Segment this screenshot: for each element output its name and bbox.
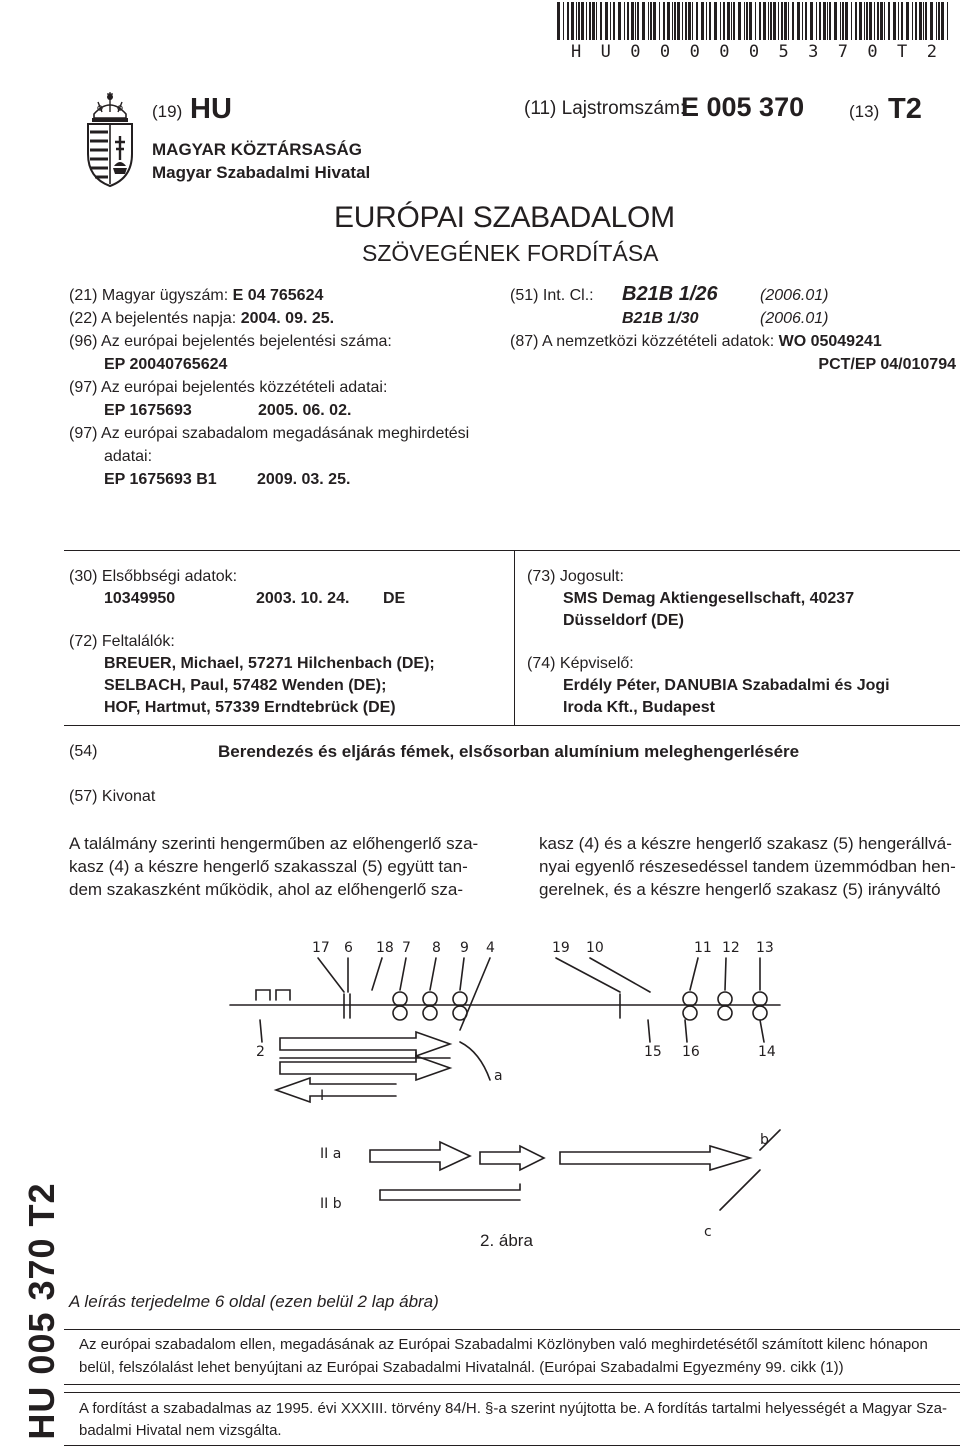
kind-code: (13) bbox=[849, 102, 880, 121]
barcode-bar bbox=[755, 2, 756, 40]
barcode-bar bbox=[648, 2, 649, 40]
field-30-country: DE bbox=[383, 590, 406, 607]
abstract-label: (57) Kivonat bbox=[69, 788, 156, 805]
barcode-bar bbox=[581, 2, 584, 40]
barcode-bar bbox=[727, 2, 730, 40]
barcode-bar bbox=[653, 2, 656, 40]
field-97b-value1: EP 1675693 B1 bbox=[104, 471, 217, 488]
owner-line-1: SMS Demag Aktiengesellschaft, 40237 bbox=[563, 590, 855, 607]
barcode-bar bbox=[805, 2, 807, 40]
country: HU bbox=[190, 93, 232, 125]
barcode-bar bbox=[586, 2, 587, 40]
figure-roman-label: II a bbox=[320, 1146, 342, 1162]
barcode bbox=[553, 2, 955, 40]
barcode-char: 3 bbox=[808, 42, 819, 62]
figure-ref-label: 18 bbox=[376, 940, 394, 956]
barcode-bar bbox=[866, 2, 868, 40]
barcode-bar bbox=[770, 2, 772, 40]
barcode-bar bbox=[816, 2, 817, 40]
barcode-bar bbox=[855, 2, 857, 40]
barcode-bar bbox=[709, 2, 711, 40]
barcode-bar bbox=[877, 2, 879, 40]
barcode-bar bbox=[893, 2, 896, 40]
barcode-bar bbox=[696, 2, 698, 40]
box-divider bbox=[514, 550, 515, 726]
barcode-char: 0 bbox=[719, 42, 730, 62]
barcode-bar bbox=[714, 2, 717, 40]
barcode-char: H bbox=[571, 42, 582, 62]
barcode-bar bbox=[692, 2, 693, 40]
field-22: (22) A bejelentés napja: 2004. 09. 25. bbox=[69, 310, 335, 327]
barcode-bar bbox=[936, 2, 937, 40]
figure-ref-label: 12 bbox=[722, 940, 740, 956]
barcode-char: 5 bbox=[778, 42, 789, 62]
abstract-left-2: kasz (4) a készre hengerlő szakasszal (5) együtt tan- bbox=[69, 857, 468, 876]
figure-ref-label: 11 bbox=[694, 940, 712, 956]
barcode-bar bbox=[810, 2, 813, 40]
field-73-label: (73) Jogosult: bbox=[527, 568, 624, 585]
barcode-bar bbox=[829, 2, 831, 40]
registration-number: E 005 370 bbox=[681, 92, 805, 122]
figure-ref-label: 15 bbox=[644, 1044, 662, 1060]
barcode-char: T bbox=[897, 42, 908, 62]
barcode-bar bbox=[768, 2, 769, 40]
invention-title: Berendezés és eljárás fémek, elsősorban alumínium meleghengerlésére bbox=[218, 742, 800, 761]
barcode-bar bbox=[578, 2, 580, 40]
barcode-char: U bbox=[600, 42, 611, 62]
figure-ref-label: 6 bbox=[344, 940, 353, 956]
figure-ref-label: 7 bbox=[402, 940, 411, 956]
barcode-char: 0 bbox=[659, 42, 671, 62]
field-72-label: (72) Feltalálók: bbox=[69, 633, 175, 650]
barcode-bar bbox=[701, 2, 704, 40]
barcode-bar bbox=[731, 2, 732, 40]
barcode-bar bbox=[880, 2, 883, 40]
side-document-number: HU 005 370 T2 bbox=[21, 1182, 62, 1440]
barcode-bar bbox=[672, 2, 673, 40]
barcode-bar bbox=[567, 2, 569, 40]
field-87: (87) A nemzetközi közzétételi adatok: WO 05049241 bbox=[510, 333, 882, 350]
barcode-bar bbox=[759, 2, 761, 40]
barcode-bar bbox=[869, 2, 872, 40]
barcode-bar bbox=[842, 2, 844, 40]
figure-ref-label: 2 bbox=[256, 1044, 265, 1060]
barcode-bar bbox=[823, 2, 826, 40]
barcode-bar bbox=[930, 2, 933, 40]
barcode-bar bbox=[592, 2, 595, 40]
field-97b-value2: 2009. 03. 25. bbox=[257, 471, 351, 488]
translation-notice-1: A fordítást a szabadalmas az 1995. évi XXXIII. törvény 84/H. §-a szerint nyújtotta be. A fordítás tartalmi helyességét a Magyar Sza- bbox=[79, 1400, 947, 1417]
barcode-bar bbox=[792, 2, 794, 40]
barcode-bar bbox=[778, 2, 779, 40]
barcode-char: 0 bbox=[748, 42, 760, 62]
figure-arrow-label: a bbox=[494, 1068, 503, 1084]
abstract-right-1: kasz (4) és a készre hengerlő szakasz (5) hengerállvá- bbox=[539, 834, 952, 853]
barcode-bar bbox=[733, 2, 735, 40]
barcode-bar bbox=[784, 2, 787, 40]
barcode-bar bbox=[659, 2, 660, 40]
barcode-bar bbox=[788, 2, 789, 40]
barcode-bar bbox=[563, 2, 564, 40]
field-51-class1: B21B 1/26 bbox=[622, 283, 718, 305]
barcode-bar bbox=[720, 2, 721, 40]
registration-label: (11) Lajstromszám: bbox=[524, 98, 686, 119]
figure-arrow-label: c bbox=[704, 1224, 712, 1240]
barcode-bar bbox=[618, 2, 621, 40]
barcode-bar bbox=[576, 2, 577, 40]
barcode-bar bbox=[744, 2, 745, 40]
barcode-bar bbox=[802, 2, 803, 40]
barcode-bar bbox=[884, 2, 885, 40]
barcode-bar bbox=[631, 2, 634, 40]
barcode-bar bbox=[624, 2, 625, 40]
barcode-bar bbox=[851, 2, 852, 40]
barcode-bar bbox=[874, 2, 875, 40]
barcode-bar bbox=[797, 2, 800, 40]
barcode-bar bbox=[906, 2, 909, 40]
field-51-date2: (2006.01) bbox=[760, 310, 829, 327]
barcode-bar bbox=[746, 2, 748, 40]
field-21: (21) Magyar ügyszám: E 04 765624 bbox=[69, 287, 324, 304]
barcode-bar bbox=[667, 2, 670, 40]
barcode-char: 0 bbox=[630, 42, 641, 62]
figure-ref-label: 9 bbox=[460, 940, 469, 956]
abstract-left-1: A találmány szerinti hengerműben az előhengerlő sza- bbox=[69, 834, 479, 853]
barcode-bar bbox=[637, 2, 639, 40]
barcode-bar bbox=[674, 2, 676, 40]
abstract-right-2: nyai egyenlő részesedéssel tandem üzemmódban hen- bbox=[539, 857, 956, 876]
barcode-bar bbox=[610, 2, 611, 40]
barcode-bar bbox=[627, 2, 629, 40]
barcode-char: 0 bbox=[867, 42, 878, 62]
abstract-left-3: dem szakaszként működik, ahol az előhengerlő sza- bbox=[69, 880, 464, 899]
field-30-date: 2003. 10. 24. bbox=[256, 590, 350, 607]
representative-line-2: Iroda Kft., Budapest bbox=[563, 699, 716, 716]
barcode-bar bbox=[605, 2, 608, 40]
field-97a-value1: EP 1675693 bbox=[104, 402, 192, 419]
doc-title-1: EURÓPAI SZABADALOM bbox=[334, 201, 675, 234]
coat-of-arms-icon bbox=[80, 92, 140, 188]
field-97b-label1: (97) Az európai szabadalom megadásának meghirdetési bbox=[69, 425, 470, 442]
barcode-bar bbox=[834, 2, 837, 40]
representative-line-1: Erdély Péter, DANUBIA Szabadalmi és Jogi bbox=[563, 677, 890, 694]
doc-title-2: SZÖVEGÉNEK FORDÍTÁSA bbox=[362, 240, 659, 266]
barcode-bar bbox=[947, 2, 948, 40]
country-code: (19) bbox=[152, 102, 183, 121]
figure-roman-label: I bbox=[320, 1088, 325, 1104]
barcode-bar bbox=[845, 2, 848, 40]
barcode-bar bbox=[613, 2, 615, 40]
barcode-bar bbox=[635, 2, 636, 40]
org-line-2: Magyar Szabadalmi Hivatal bbox=[152, 163, 371, 182]
owner-line-2: Düsseldorf (DE) bbox=[563, 612, 684, 629]
field-74-label: (74) Képviselő: bbox=[527, 655, 634, 672]
field-30-label: (30) Elsőbbségi adatok: bbox=[69, 568, 238, 585]
barcode-char: 2 bbox=[926, 42, 937, 62]
barcode-bar bbox=[571, 2, 574, 40]
figure-ref-label: 10 bbox=[586, 940, 604, 956]
org-line-1: MAGYAR KÖZTÁRSASÁG bbox=[152, 140, 362, 159]
barcode-bar bbox=[919, 2, 922, 40]
barcode-bar bbox=[650, 2, 652, 40]
scope-note: A leírás terjedelme 6 oldal (ezen belül 2 lap ábra) bbox=[69, 1292, 439, 1311]
figure-ref-label: 13 bbox=[756, 940, 774, 956]
field-30-number: 10349950 bbox=[104, 590, 176, 607]
barcode-bar bbox=[864, 2, 865, 40]
barcode-char: 7 bbox=[837, 42, 849, 62]
abstract-right-3: gerelnek, és a készre hengerlő szakasz (5) irányváltó bbox=[539, 880, 941, 899]
figure-arrow-label: b bbox=[760, 1132, 769, 1148]
barcode-bar bbox=[723, 2, 725, 40]
figure-ref-label: 8 bbox=[432, 940, 441, 956]
opposition-notice-1: Az európai szabadalom ellen, megadásának az Európai Szabadalmi Közlönyben való meghirdetésétől számított kilenc hónapon bbox=[79, 1336, 928, 1353]
barcode-bar bbox=[827, 2, 828, 40]
barcode-bar bbox=[688, 2, 691, 40]
field-51-label: (51) Int. Cl.: bbox=[510, 287, 594, 304]
barcode-bar bbox=[706, 2, 707, 40]
figure-ref-label: 17 bbox=[312, 940, 330, 956]
title-code: (54) bbox=[69, 743, 98, 760]
barcode-bar bbox=[912, 2, 913, 40]
translation-notice-2: badalmi Hivatal nem vizsgálta. bbox=[79, 1422, 282, 1439]
barcode-bar bbox=[663, 2, 665, 40]
field-51-class2: B21B 1/30 bbox=[622, 310, 699, 327]
inventor-1: BREUER, Michael, 57271 Hilchenbach (DE); bbox=[104, 655, 435, 672]
field-97a-label: (97) Az európai bejelentés közzétételi adatai: bbox=[69, 379, 388, 396]
barcode-bar bbox=[773, 2, 776, 40]
field-97a-value2: 2005. 06. 02. bbox=[258, 402, 352, 419]
barcode-bar bbox=[819, 2, 821, 40]
field-96-label: (96) Az európai bejelentés bejelentési száma: bbox=[69, 333, 392, 350]
field-97b-label2: adatai: bbox=[104, 448, 153, 465]
figure-ref-label: 4 bbox=[486, 940, 495, 956]
rolling-mill-figure bbox=[220, 930, 800, 1250]
barcode-bar bbox=[915, 2, 917, 40]
barcode-char: 0 bbox=[689, 42, 700, 62]
barcode-bar bbox=[749, 2, 752, 40]
barcode-bar bbox=[763, 2, 766, 40]
barcode-bar bbox=[557, 2, 560, 40]
barcode-bar bbox=[938, 2, 940, 40]
barcode-bar bbox=[781, 2, 783, 40]
barcode-bar bbox=[840, 2, 841, 40]
barcode-bar bbox=[600, 2, 602, 40]
inventor-2: SELBACH, Paul, 57482 Wenden (DE); bbox=[104, 677, 387, 694]
barcode-bar bbox=[589, 2, 591, 40]
figure-ref-label: 19 bbox=[552, 940, 570, 956]
figure-caption: 2. ábra bbox=[480, 1231, 533, 1250]
barcode-bar bbox=[941, 2, 944, 40]
barcode-bar bbox=[685, 2, 687, 40]
field-51-date1: (2006.01) bbox=[760, 287, 829, 304]
kind: T2 bbox=[888, 93, 922, 125]
barcode-bar bbox=[596, 2, 597, 40]
barcode-bar bbox=[925, 2, 927, 40]
barcode-text bbox=[553, 42, 955, 62]
barcode-bar bbox=[738, 2, 741, 40]
field-87-value2: PCT/EP 04/010794 bbox=[818, 356, 956, 373]
figure-ref-label: 14 bbox=[758, 1044, 776, 1060]
figure-ref-label: 16 bbox=[682, 1044, 700, 1060]
field-96-value: EP 20040765624 bbox=[104, 356, 228, 373]
figure-roman-label: II b bbox=[320, 1196, 342, 1212]
barcode-bar bbox=[923, 2, 924, 40]
barcode-bar bbox=[677, 2, 680, 40]
barcode-bar bbox=[898, 2, 899, 40]
barcode-bar bbox=[682, 2, 683, 40]
barcode-bar bbox=[901, 2, 903, 40]
barcode-bar bbox=[859, 2, 862, 40]
barcode-bar bbox=[888, 2, 890, 40]
inventor-3: HOF, Hartmut, 57339 Erndtebrück (DE) bbox=[104, 699, 396, 716]
barcode-bar bbox=[642, 2, 645, 40]
opposition-notice-2: belül, felszólalást lehet benyújtani az Európai Szabadalmi Hivatalnál. (Európai Szabadalmi Egyezmény 99. cikk (1)) bbox=[79, 1359, 844, 1376]
